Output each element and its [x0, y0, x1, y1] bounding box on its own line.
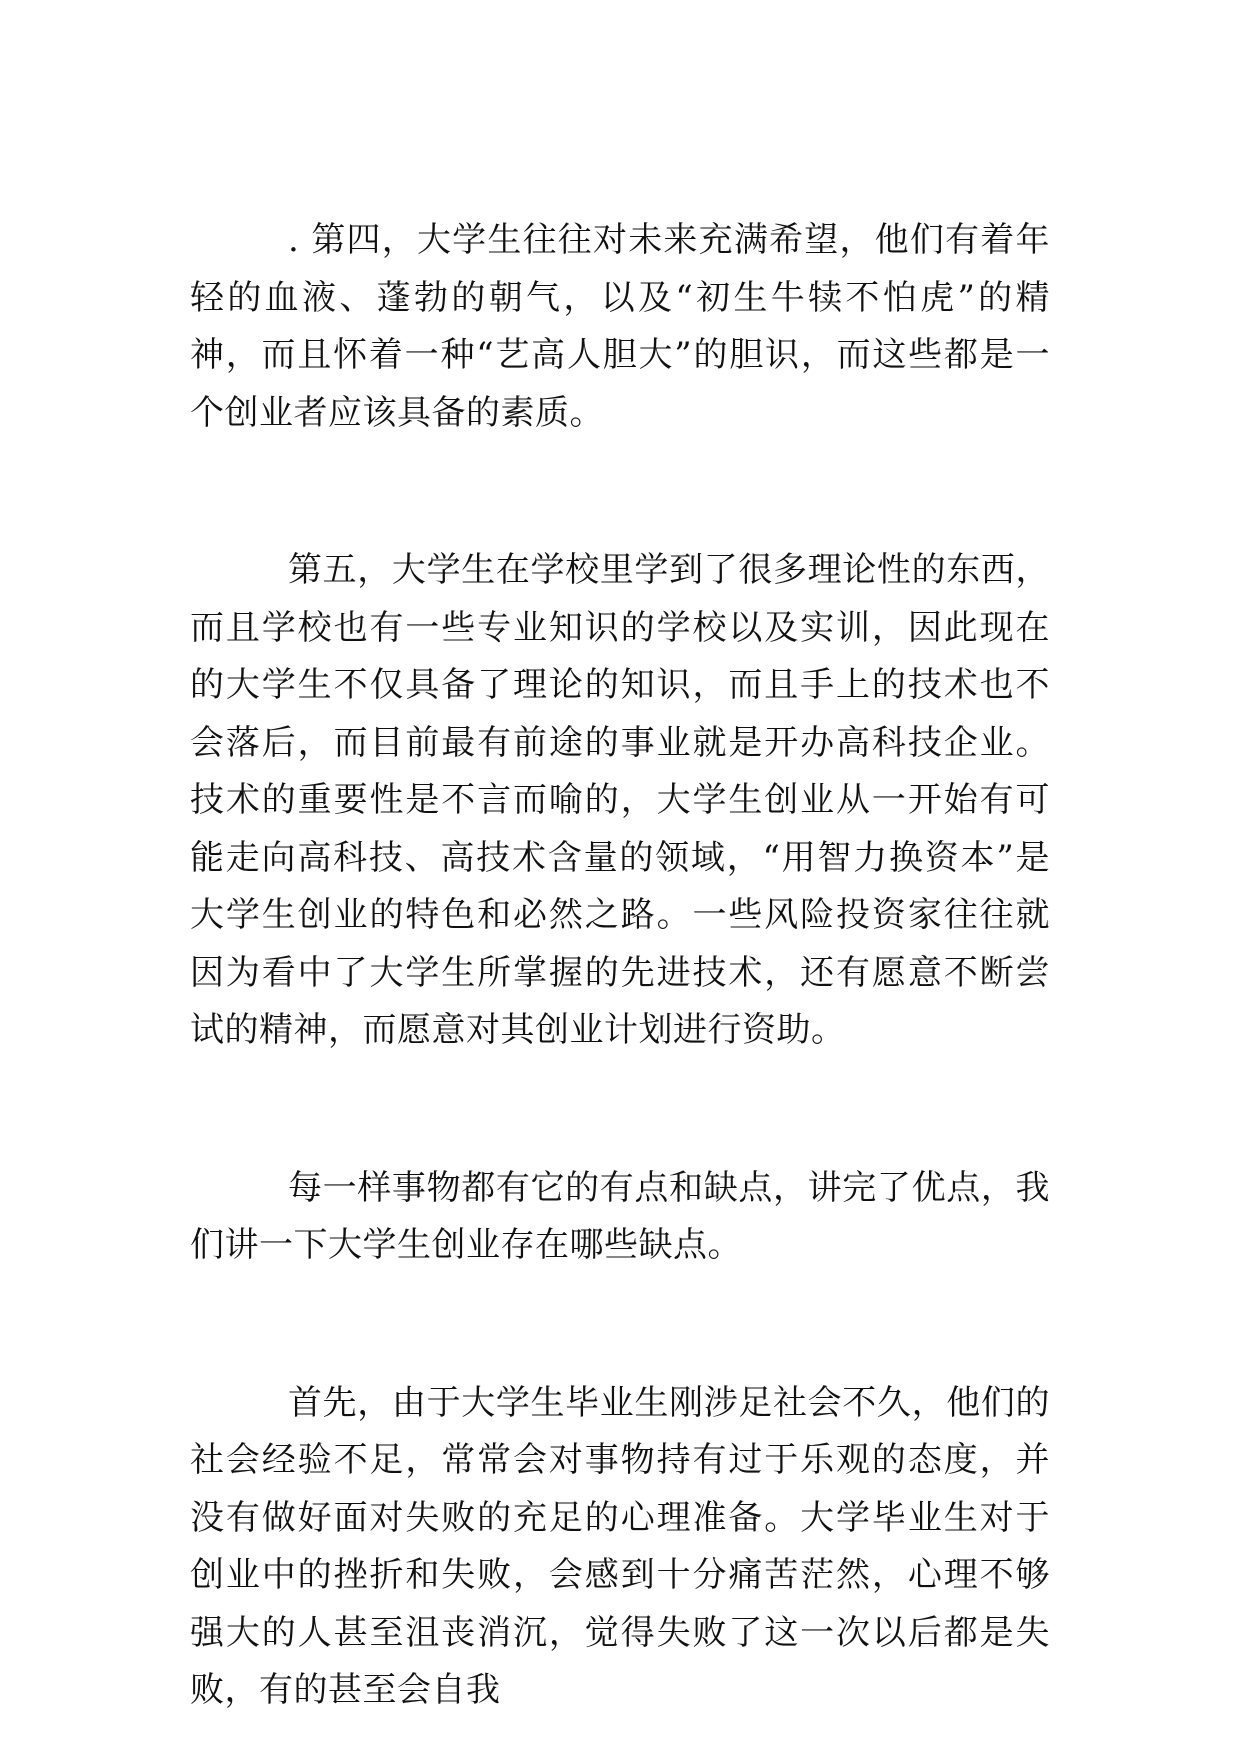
- document-body: [190, 212, 1050, 1720]
- paragraph-fourth-point: . 第四，大学生往往对未来充满希望，他们有着年轻的血液、蓬勃的朝气，以及“初生牛犊不怕虎”的精神，而且怀着一种“艺高人胆大”的胆识，而这些都是一个创业者应该具备的素质。: [190, 220, 1050, 433]
- paragraph-fifth-point: 第五，大学生在学校里学到了很多理论性的东西，而且学校也有一些专业知识的学校以及实训，因此现在的大学生不仅具备了理论的知识，而且手上的技术也不会落后，而目前最有前途的事业就是开办高科技企业。技术的重要性是不言而喻的，大学生创业从一开始有可能走向高科技、高技术含量的领域，“用智力换资本”是大学生创业的特色和必然之路。一些风险投资家往往就因为看中了大学生所掌握的先进技术，还有愿意不断尝试的精神，而愿意对其创业计划进行资助。: [190, 550, 1050, 1050]
- paragraph-transition: 每一样事物都有它的有点和缺点，讲完了优点，我们讲一下大学生创业存在哪些缺点。: [190, 1167, 1050, 1265]
- paragraph-first-drawback: 首先，由于大学生毕业生刚涉足社会不久，他们的社会经验不足，常常会对事物持有过于乐观的态度，并没有做好面对失败的充足的心理准备。大学毕业生对于创业中的挫折和失败，会感到十分痛苦茫然，心理不够强大的人甚至沮丧消沉，觉得失败了这一次以后都是失败，有的甚至会自我: [190, 1382, 1050, 1710]
